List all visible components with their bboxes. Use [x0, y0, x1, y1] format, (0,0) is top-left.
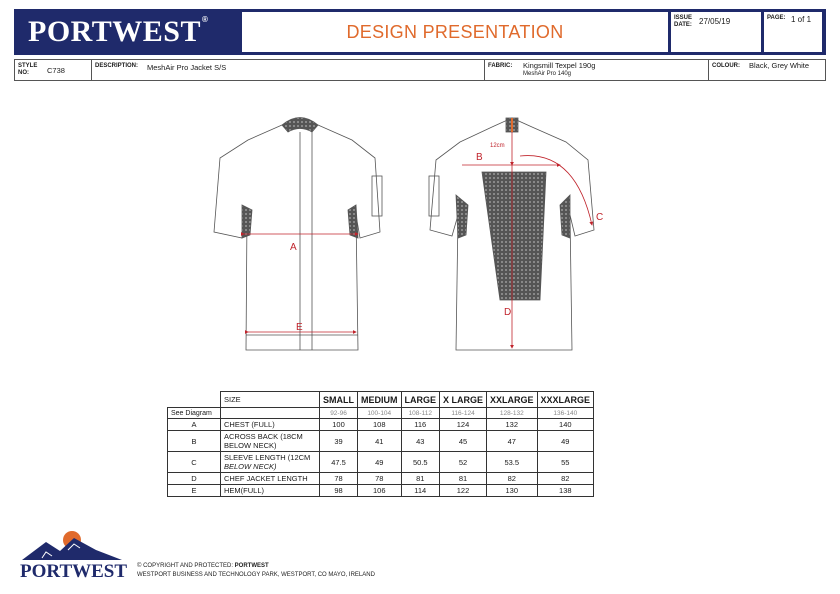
value-cell: 47 [487, 431, 538, 452]
value-cell: 124 [440, 419, 487, 431]
page-box [764, 12, 822, 52]
value-cell: 39 [320, 431, 358, 452]
title-panel [242, 12, 668, 52]
table-row [168, 431, 594, 452]
info-bar [14, 59, 826, 81]
style-value: C738 [47, 66, 65, 75]
page-label: PAGE: [767, 15, 786, 21]
row-key: B [168, 431, 221, 452]
row-label: HEM(FULL) [221, 485, 320, 497]
page-number: 1 of 1 [791, 15, 812, 24]
value-cell: 138 [537, 485, 594, 497]
size-col: XXXLARGE [537, 392, 594, 408]
table-row [168, 485, 594, 497]
row-label: ACROSS BACK (18CM BELOW NECK) [221, 431, 320, 452]
size-table [167, 391, 594, 497]
style-cell [15, 60, 92, 80]
label-e: E [296, 322, 303, 333]
value-cell: 82 [537, 473, 594, 485]
label-c: C [596, 212, 604, 223]
row-key: C [168, 452, 221, 473]
colour-cell [709, 60, 825, 80]
value-cell: 114 [401, 485, 440, 497]
value-cell: 132 [487, 419, 538, 431]
table-row [168, 419, 594, 431]
table-row [168, 473, 594, 485]
value-cell: 106 [358, 485, 402, 497]
label-b: B [476, 152, 483, 163]
size-col: LARGE [401, 392, 440, 408]
range-cell: 100-104 [358, 408, 402, 419]
see-diagram-label: See Diagram [168, 408, 221, 419]
value-cell: 81 [440, 473, 487, 485]
issue-date-label: ISSUE DATE: [674, 15, 693, 28]
back-view [429, 118, 594, 350]
value-cell: 41 [358, 431, 402, 452]
row-label: CHEF JACKET LENGTH [221, 473, 320, 485]
value-cell: 98 [320, 485, 358, 497]
value-cell: 47.5 [320, 452, 358, 473]
row-label: SLEEVE LENGTH (12CM BELOW NECK) [221, 452, 320, 473]
value-cell: 53.5 [487, 452, 538, 473]
style-label: STYLE NO: [18, 63, 38, 76]
value-cell: 122 [440, 485, 487, 497]
range-cell: 128-132 [487, 408, 538, 419]
value-cell: 82 [487, 473, 538, 485]
value-cell: 108 [358, 419, 402, 431]
fabric-sub-value: MeshAir Pro 140g [523, 71, 572, 77]
description-value: MeshAir Pro Jacket S/S [147, 63, 227, 72]
size-col: MEDIUM [358, 392, 402, 408]
description-label: DESCRIPTION: [95, 63, 139, 69]
size-header-label: SIZE [221, 392, 320, 408]
value-cell: 49 [358, 452, 402, 473]
range-cell: 116-124 [440, 408, 487, 419]
issue-date-box [671, 12, 761, 52]
value-cell: 49 [537, 431, 594, 452]
label-12cm: 12cm [490, 143, 505, 149]
value-cell: 140 [537, 419, 594, 431]
fabric-cell [485, 60, 709, 80]
value-cell: 55 [537, 452, 594, 473]
range-cell: 108-112 [401, 408, 440, 419]
row-label: CHEST (FULL) [221, 419, 320, 431]
colour-value: Black, Grey White [749, 61, 810, 70]
footer-brand: PORTWEST [20, 561, 128, 582]
size-col: SMALL [320, 392, 358, 408]
table-row [168, 452, 594, 473]
garment-diagram [200, 100, 604, 360]
copyright-text: © COPYRIGHT AND PROTECTED: PORTWEST WESTPORT BUSINESS AND TECHNOLOGY PARK, WESTPORT, CO MAYO, IRELAND [137, 563, 375, 578]
range-cell: 92-96 [320, 408, 358, 419]
issue-date: 27/05/19 [699, 17, 731, 26]
row-key: A [168, 419, 221, 431]
mountain-icon [22, 538, 122, 560]
value-cell: 100 [320, 419, 358, 431]
size-col: XXLARGE [487, 392, 538, 408]
value-cell: 81 [401, 473, 440, 485]
value-cell: 116 [401, 419, 440, 431]
label-d: D [504, 307, 512, 318]
page-title: DESIGN PRESENTATION [346, 22, 564, 42]
fabric-label: FABRIC: [488, 63, 513, 69]
range-cell: 136-140 [537, 408, 594, 419]
address: WESTPORT BUSINESS AND TECHNOLOGY PARK, WESTPORT, CO MAYO, IRELAND [137, 572, 375, 578]
value-cell: 78 [320, 473, 358, 485]
value-cell: 78 [358, 473, 402, 485]
row-key: E [168, 485, 221, 497]
size-col: X LARGE [440, 392, 487, 408]
label-a: A [290, 242, 297, 253]
colour-label: COLOUR: [712, 63, 740, 69]
footer-logo [16, 520, 128, 582]
value-cell: 52 [440, 452, 487, 473]
value-cell: 50.5 [401, 452, 440, 473]
row-key: D [168, 473, 221, 485]
description-cell [92, 60, 485, 80]
value-cell: 43 [401, 431, 440, 452]
brand-logo: PORTWEST® [28, 15, 209, 48]
value-cell: 130 [487, 485, 538, 497]
header-bar [14, 9, 826, 55]
fabric-value: Kingsmill Texpel 190g [523, 61, 596, 70]
value-cell: 45 [440, 431, 487, 452]
